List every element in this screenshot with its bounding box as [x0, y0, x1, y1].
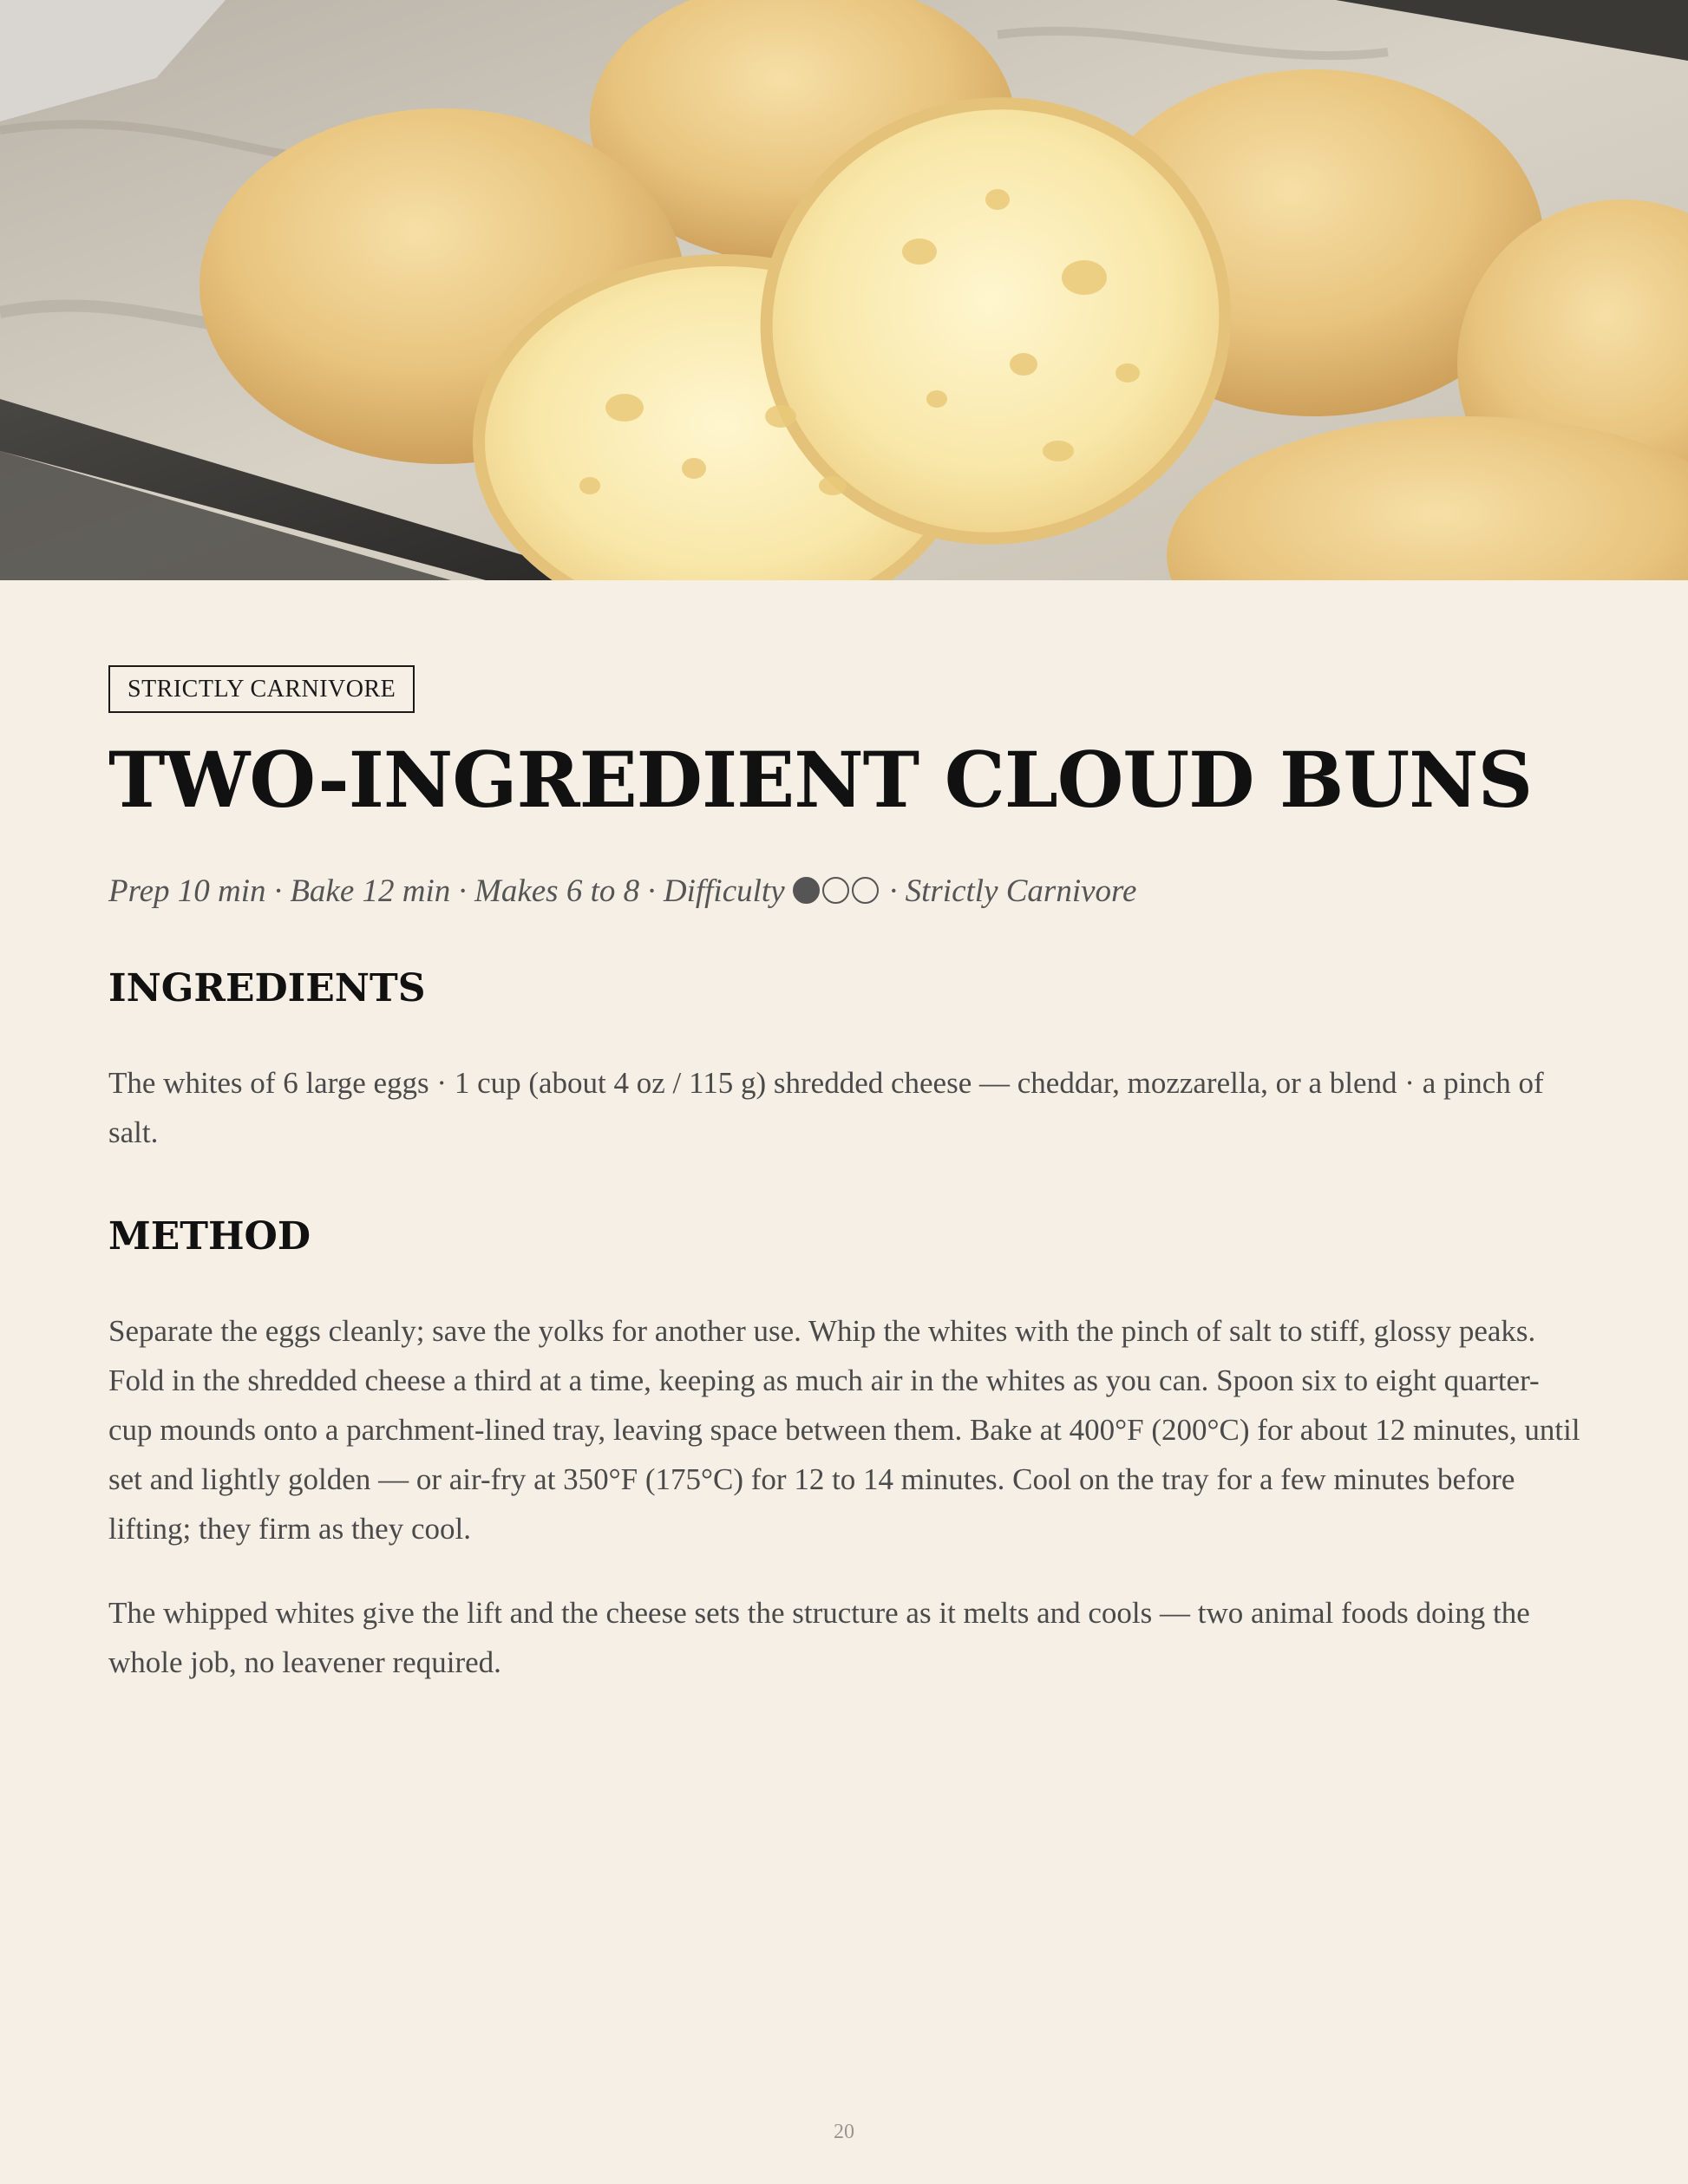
ingredients-heading: INGREDIENTS	[108, 966, 426, 1010]
meta-separator: ·	[265, 873, 291, 909]
meta-separator: ·	[639, 873, 664, 909]
method-steps: Separate the eggs cleanly; save the yolks for another use. Whip the whites with the pinch of salt to stiff, glossy peaks. Fold in the shredded cheese a third at a time, keeping as much air in the whites as you can. Spoon six to eight quarter-cup mounds onto a parchment-lined tray, leaving space between them. Bake at 400°F (200°C) for about 12 minutes, until set and lightly golden — or air-fry at 350°F (175°C) for 12 to 14 minutes. Cool on the tray for a few minutes before lifting; they firm as they cool.	[108, 1314, 1580, 1546]
difficulty-dot-filled	[793, 877, 820, 904]
ingredients-text: The whites of 6 large eggs · 1 cup (about 4 oz / 115 g) shredded cheese — cheddar, mozzarella, or a blend · a pinch of salt.	[108, 1066, 1544, 1149]
hero-photo	[0, 0, 1688, 580]
difficulty-dot-empty	[822, 877, 849, 904]
difficulty-label: Difficulty	[663, 873, 785, 909]
difficulty-rating	[793, 873, 881, 909]
category-tag: STRICTLY CARNIVORE	[108, 665, 415, 713]
meta-separator: ·	[450, 873, 475, 909]
method-heading: METHOD	[108, 1214, 311, 1259]
method-note: The whipped whites give the lift and the cheese sets the structure as it melts and cools — two animal foods doing the whole job, no leavener required.	[108, 1596, 1530, 1679]
prep-time: Prep 10 min	[108, 873, 266, 909]
bake-time: Bake 12 min	[290, 873, 451, 909]
difficulty-dot-empty	[852, 877, 879, 904]
recipe-category: Strictly Carnivore	[905, 873, 1137, 909]
recipe-title: TWO-INGREDIENT CLOUD BUNS	[108, 735, 1533, 825]
yield: Makes 6 to 8	[474, 873, 640, 909]
recipe-meta	[108, 871, 1583, 912]
recipe-content	[108, 665, 1583, 1687]
meta-separator: ·	[880, 873, 906, 909]
page-number: 20	[834, 2121, 854, 2143]
